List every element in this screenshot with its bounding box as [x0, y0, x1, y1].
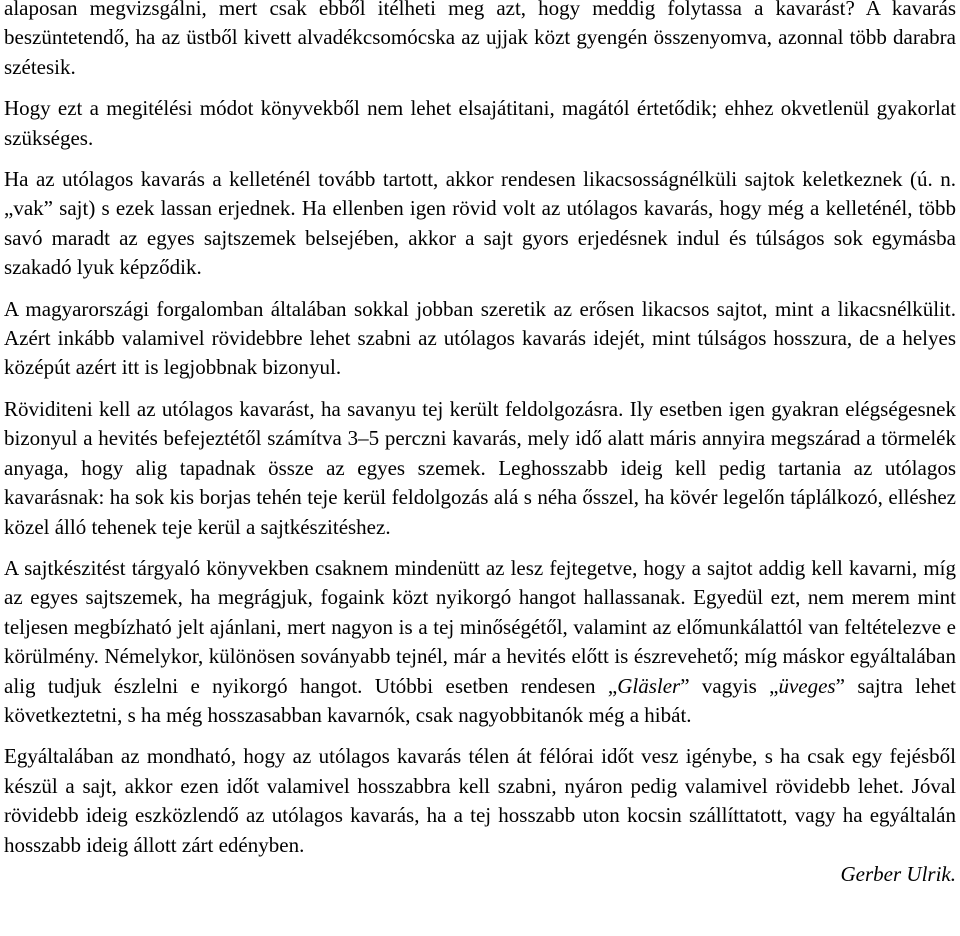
term-uveges: üveges — [778, 673, 836, 698]
paragraph-6 — [4, 554, 956, 730]
paragraph-6-text-a: A sajtkészitést tárgyaló könyvekben csaknem mindenütt az lesz fejtegetve, hogy a sajtot addig kell kavarni, míg az egyes sajtszemek, ha megrágjuk, fogaink közt nyikorgó hangot hallassanak. Egyedül ezt, nem merem mint teljesen megbízható jelt ajánlani, mert nagyon is a tej minőségétől, valamint az előmunkálattól van feltételezve e körülmény. Némelykor, különösen soványabb tejnél, már a hevités előtt is észrevehető; míg máskor egyáltalában alig tudjuk észlelni e nyikorgó hangot. Utóbbi esetben rendesen „ — [4, 555, 956, 698]
paragraph-3: Ha az utólagos kavarás a kelleténél tovább tartott, akkor rendesen likacsosságnélküli sajtok keletkeznek (ú. n. „vak” sajt) s ezek lassan erjednek. Ha ellenben igen rövid volt az utólagos kavarás, hogy még a kelleténél, több savó maradt az egyes sajtszemek belsejében, akkor a sajt gyors erjedésnek indul és túlságos sok egymásba szakadó lyuk képződik. — [4, 167, 956, 280]
paragraph-5: Röviditeni kell az utólagos kavarást, ha savanyu tej került feldolgozásra. Ily esetben igen gyakran elégségesnek bizonyul a hevités befejeztétől számítva 3–5 perczni kavarás, mely idő alatt máris annyira megszárad a törmelék anyaga, hogy alig tapadnak össze az egyes szemek. Leghosszabb ideig kell pedig tartania az utólagos kavarásnak: ha sok kis borjas tehén teje kerül feldolgozás alá s néha ősszel, ha kövér legelőn táplálkozó, elléshez közel álló tehenek teje kerül a sajtkészitéshez. — [4, 396, 956, 539]
paragraph-7: Egyáltalában az mondható, hogy az utólagos kavarás télen át félórai időt vesz igénybe, s ha csak egy fejésből készül a sajt, akkor ezen időt valamivel hosszabbra kell szabni, nyáron pedig valamivel rövidebb lehet. Jóval rövidebb ideig eszközlendő az utólagos kavarás, ha a tej hosszabb uton kocsin szállíttatott, vagy ha egyáltalán hosszabb ideig állott zárt edényben. — [4, 744, 956, 857]
paragraph-6-text-c: ” sajtra lehet következtetni, s ha még hosszasabban kavarnók, csak nagyobbitanók még a hibát. — [4, 673, 956, 727]
paragraph-1: alaposan megvizsgálni, mert csak ebből itélheti meg azt, hogy meddig folytassa a kavarást? A kavarás beszüntetendő, ha az üstből kivett alvadékcsomócska az ujjak közt gyengén összenyomva, azonnal több darabra szétesik. — [4, 0, 956, 79]
paragraph-2: Hogy ezt a megitélési módot könyvekből nem lehet elsajátitani, magától értetődik; ehhez okvetlenül gyakorlat szükséges. — [4, 96, 956, 150]
author-signature: Gerber Ulrik. — [840, 861, 956, 886]
paragraph-6-text-b: ” vagyis „ — [680, 673, 779, 698]
term-glasler: Gläsler — [617, 673, 681, 698]
paragraph-4: A magyarországi forgalomban általában sokkal jobban szeretik az erősen likacsos sajtot, mint a likacsnélkülit. Azért inkább valamivel rövidebbre lehet szabni az utólagos kavarás idejét, mint túlságos hosszura, de a helyes középút azért itt is legjobbnak bizonyul. — [4, 296, 956, 380]
